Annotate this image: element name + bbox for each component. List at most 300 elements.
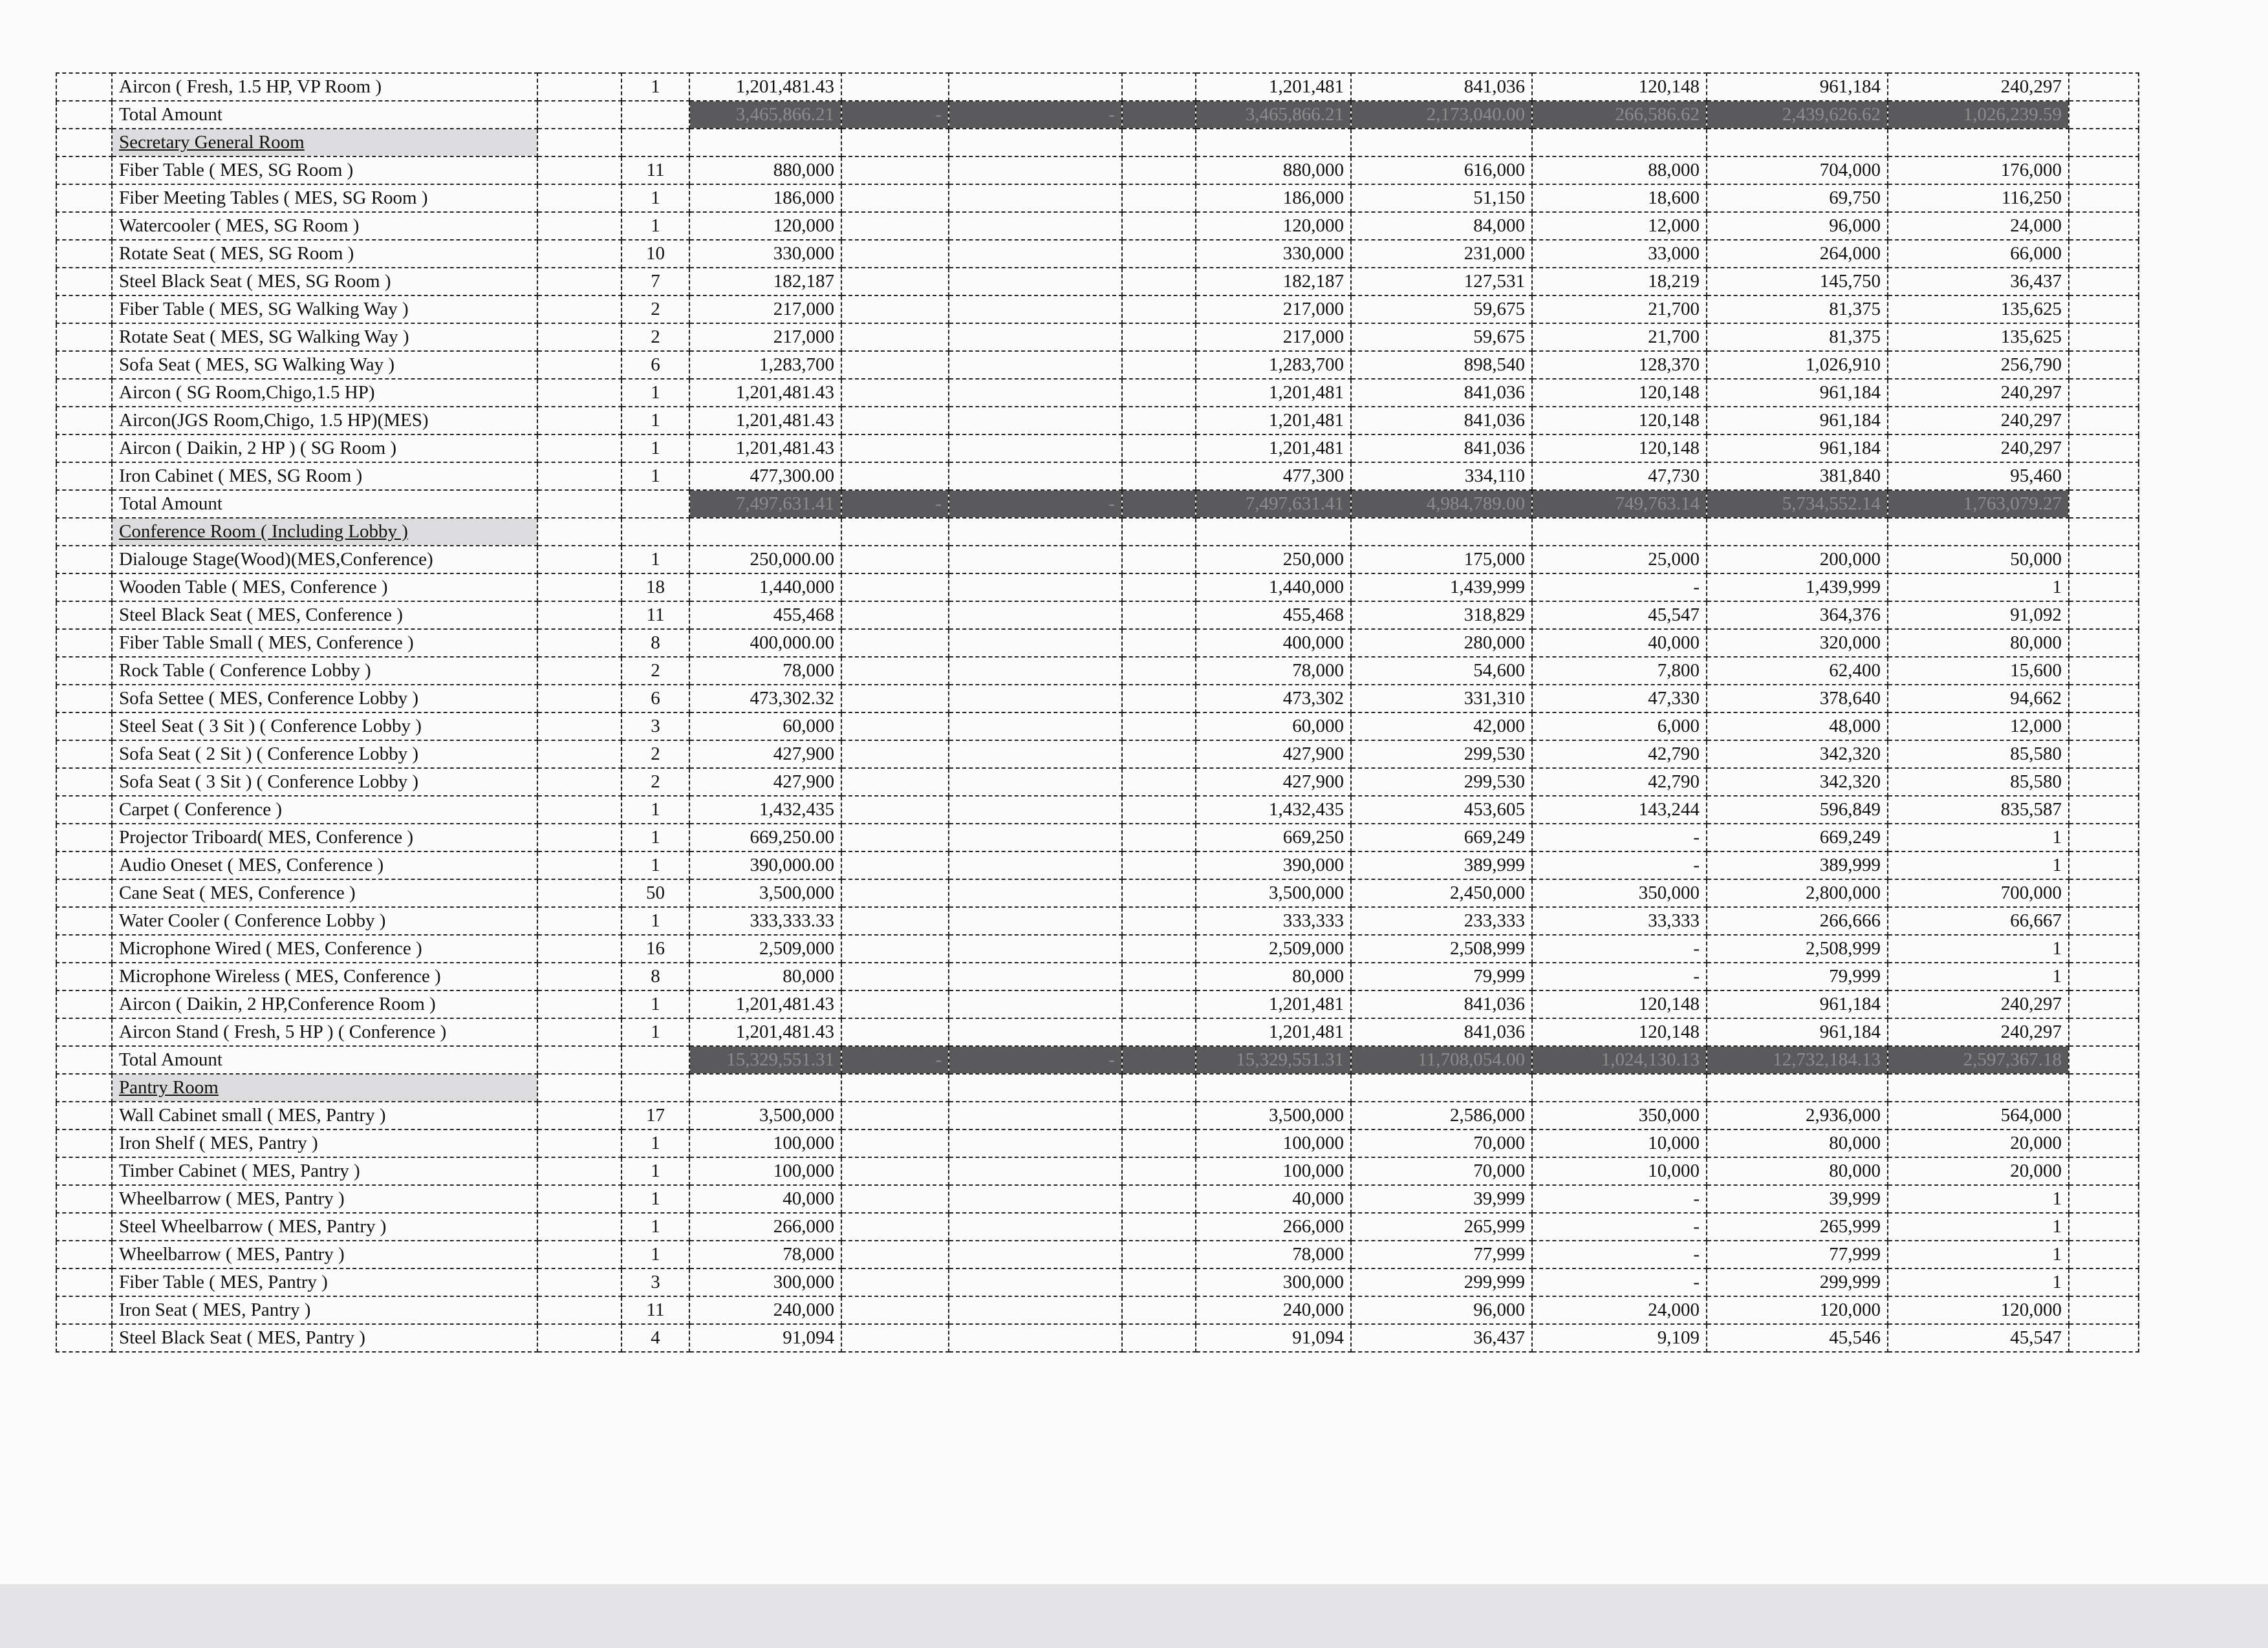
item-description: Steel Black Seat ( MES, SG Room )	[112, 268, 537, 295]
row-margin-cell	[56, 1185, 112, 1213]
row-margin-cell	[56, 1129, 112, 1157]
empty-cell	[1707, 129, 1888, 156]
asset-value-cell: 1,283,700	[1196, 351, 1351, 379]
asset-value-cell: 1,201,481	[1196, 379, 1351, 407]
addition-cell	[841, 879, 949, 907]
depreciation-year-cell: 128,370	[1532, 351, 1707, 379]
disposal-cell	[949, 407, 1122, 434]
row-margin-cell	[56, 407, 112, 434]
asset-value-cell: 120,000	[1196, 212, 1351, 240]
addition-cell	[841, 407, 949, 434]
net-book-value-cell: 85,580	[1888, 768, 2069, 796]
cost-cell: 1,201,481.43	[689, 434, 841, 462]
empty-cell	[1122, 1074, 1196, 1102]
quantity-cell: 1	[621, 1213, 689, 1241]
cost-cell: 186,000	[689, 184, 841, 212]
table-row	[56, 879, 2139, 907]
depreciation-accumulated-cell: 145,750	[1707, 268, 1888, 295]
depreciation-prior-cell: 70,000	[1351, 1157, 1532, 1185]
disposal-cell	[949, 212, 1122, 240]
empty-cell	[537, 295, 621, 323]
depreciation-prior-cell: 42,000	[1351, 712, 1532, 740]
empty-cell	[1122, 1185, 1196, 1213]
total-depreciation-year-cell: 1,024,130.13	[1532, 1046, 1707, 1074]
addition-cell	[841, 323, 949, 351]
empty-cell	[537, 129, 621, 156]
cost-cell: 250,000.00	[689, 546, 841, 573]
depreciation-accumulated-cell: 299,999	[1707, 1268, 1888, 1296]
disposal-cell	[949, 990, 1122, 1018]
table-row	[56, 379, 2139, 407]
empty-cell	[1122, 573, 1196, 601]
empty-cell	[2069, 379, 2139, 407]
depreciation-year-cell: -	[1532, 851, 1707, 879]
empty-cell	[1122, 1268, 1196, 1296]
row-margin-cell	[56, 1074, 112, 1102]
section-title: Pantry Room	[112, 1074, 537, 1102]
depreciation-year-cell: 24,000	[1532, 1296, 1707, 1324]
addition-cell	[841, 295, 949, 323]
asset-value-cell: 80,000	[1196, 963, 1351, 990]
total-depreciation-accumulated-cell: 2,439,626.62	[1707, 101, 1888, 129]
disposal-cell	[949, 935, 1122, 963]
cost-cell: 1,201,481.43	[689, 407, 841, 434]
empty-cell	[537, 824, 621, 851]
empty-cell	[537, 546, 621, 573]
depreciation-prior-cell: 233,333	[1351, 907, 1532, 935]
empty-cell	[537, 712, 621, 740]
depreciation-prior-cell: 2,508,999	[1351, 935, 1532, 963]
table-row	[56, 573, 2139, 601]
net-book-value-cell: 240,297	[1888, 379, 2069, 407]
depreciation-year-cell: 88,000	[1532, 156, 1707, 184]
disposal-cell	[949, 434, 1122, 462]
depreciation-year-cell: 45,547	[1532, 601, 1707, 629]
depreciation-accumulated-cell: 2,800,000	[1707, 879, 1888, 907]
depreciation-prior-cell: 280,000	[1351, 629, 1532, 657]
quantity-cell: 1	[621, 907, 689, 935]
empty-cell	[1122, 379, 1196, 407]
row-margin-cell	[56, 212, 112, 240]
empty-cell	[1122, 963, 1196, 990]
empty-cell	[537, 1324, 621, 1352]
depreciation-accumulated-cell: 2,936,000	[1707, 1102, 1888, 1129]
depreciation-prior-cell: 299,530	[1351, 768, 1532, 796]
depreciation-prior-cell: 59,675	[1351, 295, 1532, 323]
total-label: Total Amount	[112, 101, 537, 129]
empty-cell	[537, 935, 621, 963]
disposal-cell	[949, 1102, 1122, 1129]
cost-cell: 330,000	[689, 240, 841, 268]
depreciation-year-cell: -	[1532, 1241, 1707, 1268]
empty-cell	[2069, 1213, 2139, 1241]
empty-cell	[537, 685, 621, 712]
empty-cell	[537, 1185, 621, 1213]
item-description: Iron Shelf ( MES, Pantry )	[112, 1129, 537, 1157]
depreciation-year-cell: 25,000	[1532, 546, 1707, 573]
total-value-cell: 7,497,631.41	[1196, 490, 1351, 518]
cost-cell: 669,250.00	[689, 824, 841, 851]
disposal-cell	[949, 851, 1122, 879]
addition-cell	[841, 1241, 949, 1268]
empty-cell	[537, 601, 621, 629]
table-row	[56, 907, 2139, 935]
depreciation-year-cell: 120,148	[1532, 434, 1707, 462]
asset-value-cell: 40,000	[1196, 1185, 1351, 1213]
empty-cell	[2069, 1268, 2139, 1296]
depreciation-year-cell: 350,000	[1532, 1102, 1707, 1129]
net-book-value-cell: 95,460	[1888, 462, 2069, 490]
empty-cell	[2069, 768, 2139, 796]
empty-cell	[1122, 740, 1196, 768]
empty-cell	[1888, 1074, 2069, 1102]
item-description: Audio Oneset ( MES, Conference )	[112, 851, 537, 879]
net-book-value-cell: 50,000	[1888, 546, 2069, 573]
item-description: Fiber Table Small ( MES, Conference )	[112, 629, 537, 657]
net-book-value-cell: 240,297	[1888, 73, 2069, 101]
net-book-value-cell: 80,000	[1888, 629, 2069, 657]
empty-cell	[537, 573, 621, 601]
asset-value-cell: 240,000	[1196, 1296, 1351, 1324]
empty-cell	[841, 1074, 949, 1102]
addition-cell	[841, 601, 949, 629]
empty-cell	[537, 351, 621, 379]
depreciation-accumulated-cell: 45,546	[1707, 1324, 1888, 1352]
asset-value-cell: 473,302	[1196, 685, 1351, 712]
cost-cell: 473,302.32	[689, 685, 841, 712]
depreciation-prior-cell: 54,600	[1351, 657, 1532, 685]
cost-cell: 182,187	[689, 268, 841, 295]
empty-cell	[841, 129, 949, 156]
empty-cell	[537, 156, 621, 184]
quantity-cell: 6	[621, 351, 689, 379]
empty-cell	[1888, 129, 2069, 156]
item-description: Rock Table ( Conference Lobby )	[112, 657, 537, 685]
empty-cell	[1707, 1074, 1888, 1102]
table-row	[56, 434, 2139, 462]
empty-cell	[1122, 907, 1196, 935]
asset-value-cell: 2,509,000	[1196, 935, 1351, 963]
empty-cell	[1351, 518, 1532, 546]
row-margin-cell	[56, 73, 112, 101]
item-description: Microphone Wireless ( MES, Conference )	[112, 963, 537, 990]
cost-cell: 300,000	[689, 1268, 841, 1296]
empty-cell	[2069, 1324, 2139, 1352]
addition-cell	[841, 240, 949, 268]
depreciation-year-cell: 9,109	[1532, 1324, 1707, 1352]
addition-cell	[841, 1185, 949, 1213]
asset-value-cell: 477,300	[1196, 462, 1351, 490]
quantity-cell: 1	[621, 434, 689, 462]
empty-cell	[1122, 990, 1196, 1018]
quantity-cell: 1	[621, 184, 689, 212]
depreciation-prior-cell: 59,675	[1351, 323, 1532, 351]
empty-cell	[537, 657, 621, 685]
addition-cell	[841, 657, 949, 685]
empty-cell	[1122, 351, 1196, 379]
cost-cell: 1,283,700	[689, 351, 841, 379]
quantity-cell: 11	[621, 156, 689, 184]
depreciation-year-cell: 21,700	[1532, 295, 1707, 323]
asset-value-cell: 427,900	[1196, 740, 1351, 768]
empty-cell	[1707, 518, 1888, 546]
item-description: Aircon(JGS Room,Chigo, 1.5 HP)(MES)	[112, 407, 537, 434]
asset-value-cell: 669,250	[1196, 824, 1351, 851]
table-row	[56, 629, 2139, 657]
disposal-cell	[949, 1296, 1122, 1324]
addition-cell	[841, 156, 949, 184]
row-margin-cell	[56, 1046, 112, 1074]
empty-cell	[1122, 1129, 1196, 1157]
cost-cell: 1,201,481.43	[689, 379, 841, 407]
empty-cell	[621, 518, 689, 546]
table-row	[56, 351, 2139, 379]
depreciation-year-cell: 6,000	[1532, 712, 1707, 740]
empty-cell	[537, 184, 621, 212]
empty-cell	[537, 407, 621, 434]
depreciation-accumulated-cell: 961,184	[1707, 434, 1888, 462]
table-row	[56, 1157, 2139, 1185]
empty-cell	[1122, 935, 1196, 963]
depreciation-prior-cell: 127,531	[1351, 268, 1532, 295]
quantity-cell: 8	[621, 629, 689, 657]
empty-cell	[2069, 907, 2139, 935]
empty-cell	[537, 1102, 621, 1129]
depreciation-accumulated-cell: 265,999	[1707, 1213, 1888, 1241]
quantity-cell: 1	[621, 73, 689, 101]
disposal-cell	[949, 351, 1122, 379]
empty-cell	[1122, 796, 1196, 824]
table-row	[56, 1129, 2139, 1157]
table-row	[56, 1268, 2139, 1296]
depreciation-prior-cell: 669,249	[1351, 824, 1532, 851]
table-row	[56, 1102, 2139, 1129]
net-book-value-cell: 1	[1888, 1241, 2069, 1268]
empty-cell	[1122, 1213, 1196, 1241]
item-description: Rotate Seat ( MES, SG Room )	[112, 240, 537, 268]
item-description: Sofa Seat ( 3 Sit ) ( Conference Lobby )	[112, 768, 537, 796]
depreciation-accumulated-cell: 596,849	[1707, 796, 1888, 824]
quantity-cell: 3	[621, 712, 689, 740]
net-book-value-cell: 1	[1888, 1213, 2069, 1241]
empty-cell	[1122, 1018, 1196, 1046]
table-row	[56, 240, 2139, 268]
empty-cell	[1532, 1074, 1707, 1102]
empty-cell	[2069, 824, 2139, 851]
net-book-value-cell: 1	[1888, 1185, 2069, 1213]
total-depreciation-year-cell: 749,763.14	[1532, 490, 1707, 518]
total-disposal-cell: -	[949, 101, 1122, 129]
table-row	[56, 657, 2139, 685]
disposal-cell	[949, 1185, 1122, 1213]
asset-value-cell: 1,201,481	[1196, 1018, 1351, 1046]
empty-cell	[2069, 685, 2139, 712]
depreciation-year-cell: 12,000	[1532, 212, 1707, 240]
quantity-cell: 1	[621, 851, 689, 879]
asset-value-cell: 300,000	[1196, 1268, 1351, 1296]
cost-cell: 455,468	[689, 601, 841, 629]
asset-value-cell: 100,000	[1196, 1157, 1351, 1185]
net-book-value-cell: 176,000	[1888, 156, 2069, 184]
net-book-value-cell: 1	[1888, 963, 2069, 990]
section-header-row	[56, 1074, 2139, 1102]
empty-cell	[1122, 768, 1196, 796]
table-row	[56, 685, 2139, 712]
item-description: Steel Black Seat ( MES, Conference )	[112, 601, 537, 629]
addition-cell	[841, 1213, 949, 1241]
depreciation-accumulated-cell: 96,000	[1707, 212, 1888, 240]
depreciation-prior-cell: 77,999	[1351, 1241, 1532, 1268]
cost-cell: 100,000	[689, 1157, 841, 1185]
depreciation-prior-cell: 175,000	[1351, 546, 1532, 573]
depreciation-accumulated-cell: 961,184	[1707, 73, 1888, 101]
item-description: Fiber Table ( MES, Pantry )	[112, 1268, 537, 1296]
net-book-value-cell: 256,790	[1888, 351, 2069, 379]
empty-cell	[537, 1213, 621, 1241]
row-margin-cell	[56, 712, 112, 740]
depreciation-prior-cell: 299,999	[1351, 1268, 1532, 1296]
depreciation-accumulated-cell: 704,000	[1707, 156, 1888, 184]
empty-cell	[537, 1046, 621, 1074]
asset-value-cell: 1,201,481	[1196, 990, 1351, 1018]
empty-cell	[1122, 184, 1196, 212]
asset-value-cell: 1,432,435	[1196, 796, 1351, 824]
net-book-value-cell: 564,000	[1888, 1102, 2069, 1129]
addition-cell	[841, 1268, 949, 1296]
row-margin-cell	[56, 935, 112, 963]
row-margin-cell	[56, 1268, 112, 1296]
item-description: Aircon ( Daikin, 2 HP,Conference Room )	[112, 990, 537, 1018]
empty-cell	[621, 101, 689, 129]
empty-cell	[689, 518, 841, 546]
addition-cell	[841, 434, 949, 462]
quantity-cell: 2	[621, 768, 689, 796]
empty-cell	[1196, 518, 1351, 546]
total-depreciation-prior-cell: 2,173,040.00	[1351, 101, 1532, 129]
empty-cell	[537, 268, 621, 295]
row-margin-cell	[56, 1296, 112, 1324]
cost-cell: 91,094	[689, 1324, 841, 1352]
empty-cell	[1122, 1296, 1196, 1324]
net-book-value-cell: 1	[1888, 573, 2069, 601]
addition-cell	[841, 184, 949, 212]
addition-cell	[841, 851, 949, 879]
depreciation-year-cell: 47,730	[1532, 462, 1707, 490]
empty-cell	[2069, 268, 2139, 295]
total-disposal-cell: -	[949, 1046, 1122, 1074]
empty-cell	[2069, 990, 2139, 1018]
cost-cell: 78,000	[689, 1241, 841, 1268]
empty-cell	[1122, 73, 1196, 101]
asset-value-cell: 266,000	[1196, 1213, 1351, 1241]
row-margin-cell	[56, 323, 112, 351]
row-margin-cell	[56, 601, 112, 629]
quantity-cell: 2	[621, 295, 689, 323]
empty-cell	[2069, 657, 2139, 685]
net-book-value-cell: 66,000	[1888, 240, 2069, 268]
quantity-cell: 1	[621, 1129, 689, 1157]
addition-cell	[841, 629, 949, 657]
depreciation-accumulated-cell: 2,508,999	[1707, 935, 1888, 963]
asset-value-cell: 455,468	[1196, 601, 1351, 629]
total-depreciation-accumulated-cell: 5,734,552.14	[1707, 490, 1888, 518]
row-margin-cell	[56, 129, 112, 156]
empty-cell	[2069, 1129, 2139, 1157]
empty-cell	[537, 490, 621, 518]
item-description: Cane Seat ( MES, Conference )	[112, 879, 537, 907]
row-margin-cell	[56, 1324, 112, 1352]
row-margin-cell	[56, 629, 112, 657]
total-cost-cell: 3,465,866.21	[689, 101, 841, 129]
empty-cell	[2069, 212, 2139, 240]
item-description: Aircon ( Fresh, 1.5 HP, VP Room )	[112, 73, 537, 101]
item-description: Iron Seat ( MES, Pantry )	[112, 1296, 537, 1324]
empty-cell	[537, 740, 621, 768]
addition-cell	[841, 1296, 949, 1324]
row-margin-cell	[56, 1241, 112, 1268]
empty-cell	[1122, 1241, 1196, 1268]
total-net-book-value-cell: 1,026,239.59	[1888, 101, 2069, 129]
cost-cell: 3,500,000	[689, 879, 841, 907]
row-margin-cell	[56, 434, 112, 462]
depreciation-year-cell: 18,600	[1532, 184, 1707, 212]
item-description: Wooden Table ( MES, Conference )	[112, 573, 537, 601]
empty-cell	[2069, 963, 2139, 990]
empty-cell	[1122, 462, 1196, 490]
row-margin-cell	[56, 240, 112, 268]
table-row	[56, 1213, 2139, 1241]
item-description: Wheelbarrow ( MES, Pantry )	[112, 1185, 537, 1213]
net-book-value-cell: 20,000	[1888, 1157, 2069, 1185]
shaded-cell	[1122, 490, 1196, 518]
row-margin-cell	[56, 740, 112, 768]
row-margin-cell	[56, 351, 112, 379]
net-book-value-cell: 1	[1888, 824, 2069, 851]
depreciation-prior-cell: 331,310	[1351, 685, 1532, 712]
table-row	[56, 935, 2139, 963]
net-book-value-cell: 12,000	[1888, 712, 2069, 740]
item-description: Steel Wheelbarrow ( MES, Pantry )	[112, 1213, 537, 1241]
empty-cell	[1122, 323, 1196, 351]
depreciation-prior-cell: 299,530	[1351, 740, 1532, 768]
addition-cell	[841, 546, 949, 573]
depreciation-accumulated-cell: 48,000	[1707, 712, 1888, 740]
depreciation-prior-cell: 1,439,999	[1351, 573, 1532, 601]
empty-cell	[2069, 629, 2139, 657]
depreciation-accumulated-cell: 266,666	[1707, 907, 1888, 935]
quantity-cell: 1	[621, 462, 689, 490]
addition-cell	[841, 963, 949, 990]
net-book-value-cell: 240,297	[1888, 407, 2069, 434]
table-row	[56, 462, 2139, 490]
disposal-cell	[949, 685, 1122, 712]
row-margin-cell	[56, 851, 112, 879]
disposal-cell	[949, 712, 1122, 740]
quantity-cell: 6	[621, 685, 689, 712]
empty-cell	[1122, 712, 1196, 740]
asset-value-cell: 60,000	[1196, 712, 1351, 740]
empty-cell	[2069, 712, 2139, 740]
empty-cell	[1122, 212, 1196, 240]
empty-cell	[689, 1074, 841, 1102]
depreciation-accumulated-cell: 80,000	[1707, 1129, 1888, 1157]
depreciation-accumulated-cell: 1,439,999	[1707, 573, 1888, 601]
empty-cell	[1351, 129, 1532, 156]
table-row	[56, 796, 2139, 824]
empty-cell	[841, 518, 949, 546]
empty-cell	[537, 462, 621, 490]
depreciation-prior-cell: 841,036	[1351, 379, 1532, 407]
